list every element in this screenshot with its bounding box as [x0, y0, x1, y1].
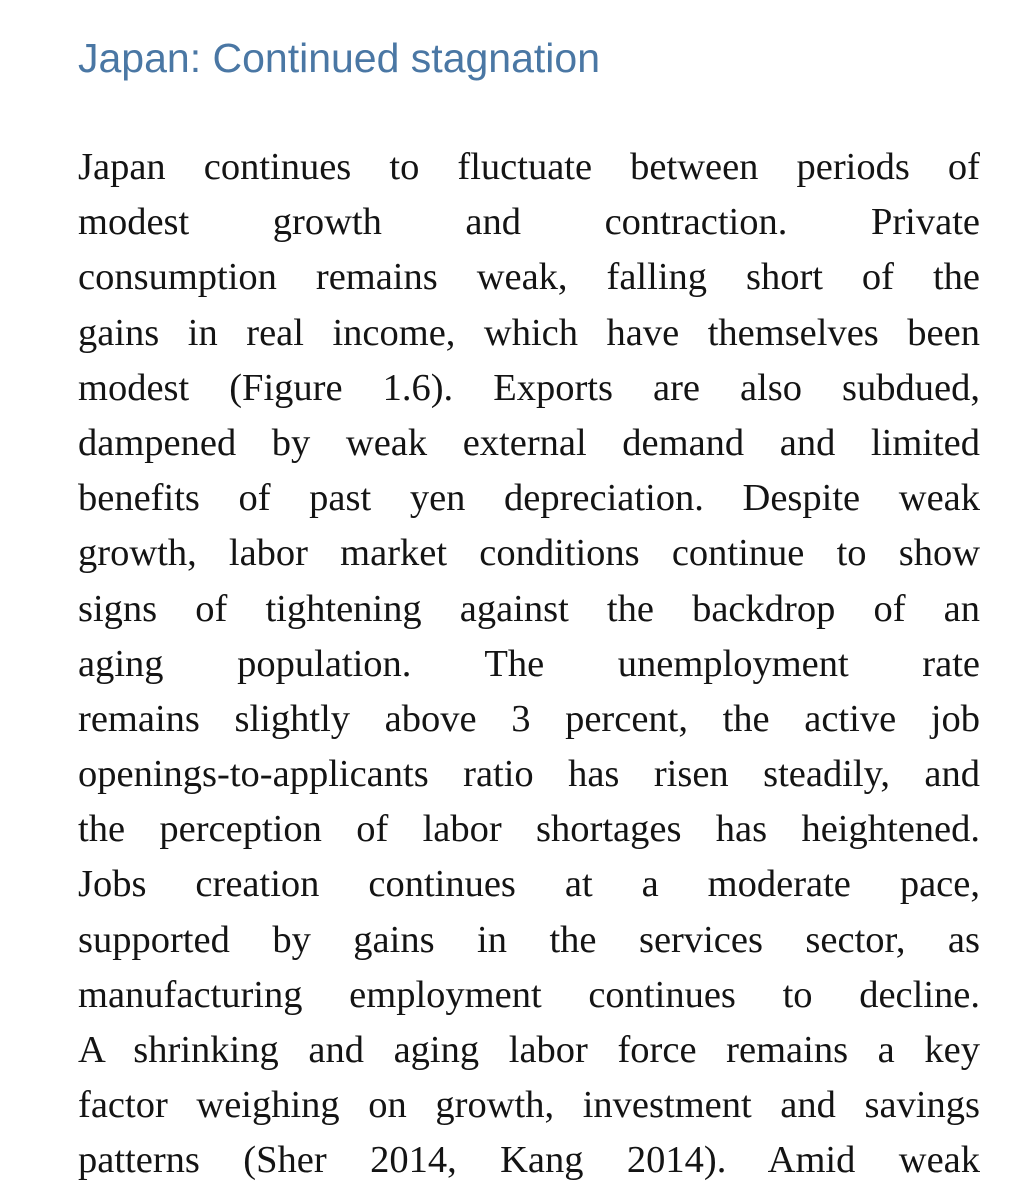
- paragraph-line: dampened by weak external demand and limited: [78, 421, 980, 464]
- paragraph-line: signs of tightening against the backdrop of an: [78, 587, 980, 630]
- body-paragraph: [78, 140, 980, 1189]
- paragraph-line: the perception of labor shortages has heightened.: [78, 808, 980, 851]
- paragraph-line: consumption remains weak, falling short of the: [78, 256, 980, 299]
- paragraph-line: modest (Figure 1.6). Exports are also subdued,: [78, 366, 980, 409]
- paragraph-line: growth, labor market conditions continue to show: [78, 532, 980, 575]
- paragraph-line: A shrinking and aging labor force remains a key: [78, 1029, 980, 1071]
- paragraph-line: benefits of past yen depreciation. Despite weak: [78, 477, 980, 520]
- paragraph-line: aging population. The unemployment rate: [78, 642, 980, 685]
- paragraph-line: modest growth and contraction. Private: [78, 201, 980, 244]
- paragraph-line: manufacturing employment continues to decline.: [78, 973, 980, 1016]
- paragraph-line: Japan continues to fluctuate between periods of: [78, 146, 980, 188]
- paragraph-line: remains slightly above 3 percent, the active job: [78, 697, 980, 740]
- section-heading: Japan: Continued stagnation: [78, 35, 601, 81]
- paragraph-line: openings-to-applicants ratio has risen steadily, and: [78, 753, 980, 796]
- paragraph-line: Jobs creation continues at a moderate pace,: [78, 863, 980, 906]
- paragraph-line: supported by gains in the services sector, as: [78, 918, 980, 961]
- paragraph-line: factor weighing on growth, investment and savings: [78, 1084, 980, 1127]
- paragraph-line: patterns (Sher 2014, Kang 2014). Amid weak: [78, 1139, 980, 1182]
- paragraph-line: gains in real income, which have themselves been: [78, 311, 980, 354]
